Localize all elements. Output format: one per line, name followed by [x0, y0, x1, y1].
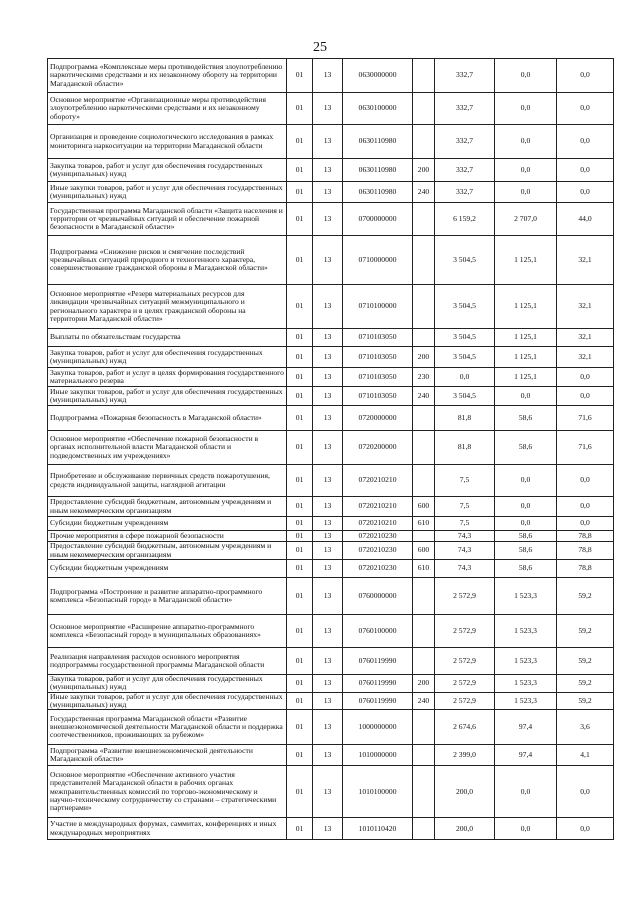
- cell-fact: 0,0: [495, 93, 557, 125]
- cell-pr: 13: [313, 387, 343, 406]
- cell-vr: [413, 329, 435, 347]
- cell-vr: [413, 648, 435, 675]
- cell-vr: 610: [413, 517, 435, 531]
- table-row: [48, 560, 614, 578]
- cell-vr: [413, 531, 435, 542]
- cell-plan: 0,0: [435, 368, 495, 387]
- cell-fact: 1 125,1: [495, 368, 557, 387]
- cell-pr: 13: [313, 431, 343, 465]
- cell-plan: 3 504,5: [435, 285, 495, 329]
- cell-pct: 0,0: [557, 497, 614, 517]
- cell-rz: 01: [287, 648, 313, 675]
- table-row: [48, 648, 614, 675]
- cell-fact: 97,4: [495, 745, 557, 766]
- cell-fact: 0,0: [495, 59, 557, 93]
- cell-rz: 01: [287, 578, 313, 615]
- cell-pct: 0,0: [557, 59, 614, 93]
- cell-pr: 13: [313, 745, 343, 766]
- cell-name: Закупка товаров, работ и услуг для обеспечения государственных (муниципальных) нужд: [48, 347, 287, 368]
- cell-csr: 0710100000: [343, 285, 413, 329]
- page-number: 25: [313, 40, 327, 55]
- cell-rz: 01: [287, 59, 313, 93]
- cell-pr: 13: [313, 368, 343, 387]
- table-row: [48, 745, 614, 766]
- table-row: [48, 59, 614, 93]
- cell-csr: 0720000000: [343, 406, 413, 431]
- table-row: [48, 692, 614, 710]
- cell-name: Подпрограмма «Снижение рисков и смягчение последствий чрезвычайных ситуаций природного и техногенного характера, совершенствование гражданской обороны в Магаданской области»: [48, 236, 287, 285]
- cell-csr: 0630110980: [343, 159, 413, 182]
- cell-pct: 78,8: [557, 560, 614, 578]
- cell-pct: 0,0: [557, 93, 614, 125]
- cell-rz: 01: [287, 387, 313, 406]
- cell-csr: 0720210230: [343, 560, 413, 578]
- cell-pr: 13: [313, 406, 343, 431]
- cell-fact: 1 523,3: [495, 675, 557, 693]
- cell-pr: 13: [313, 285, 343, 329]
- cell-fact: 97,4: [495, 710, 557, 745]
- cell-vr: 240: [413, 387, 435, 406]
- cell-plan: 332,7: [435, 59, 495, 93]
- cell-fact: 58,6: [495, 431, 557, 465]
- cell-plan: 7,5: [435, 497, 495, 517]
- cell-name: Закупка товаров, работ и услуг для обеспечения государственных (муниципальных) нужд: [48, 159, 287, 182]
- cell-plan: 2 572,9: [435, 675, 495, 693]
- cell-rz: 01: [287, 347, 313, 368]
- cell-pct: 0,0: [557, 387, 614, 406]
- cell-fact: 58,6: [495, 531, 557, 542]
- cell-csr: 0720200000: [343, 431, 413, 465]
- cell-pct: 78,8: [557, 542, 614, 560]
- cell-plan: 332,7: [435, 182, 495, 203]
- cell-name: Подпрограмма «Пожарная безопасность в Магаданской области»: [48, 406, 287, 431]
- cell-rz: 01: [287, 542, 313, 560]
- cell-rz: 01: [287, 675, 313, 693]
- cell-rz: 01: [287, 517, 313, 531]
- cell-csr: 0760119990: [343, 648, 413, 675]
- cell-csr: 0710103050: [343, 368, 413, 387]
- cell-rz: 01: [287, 236, 313, 285]
- cell-plan: 74,3: [435, 531, 495, 542]
- cell-fact: 58,6: [495, 406, 557, 431]
- table-row: [48, 431, 614, 465]
- cell-pr: 13: [313, 531, 343, 542]
- cell-vr: 200: [413, 347, 435, 368]
- cell-plan: 3 504,5: [435, 236, 495, 285]
- table-row: [48, 497, 614, 517]
- cell-pct: 0,0: [557, 818, 614, 840]
- cell-rz: 01: [287, 531, 313, 542]
- cell-vr: [413, 465, 435, 497]
- cell-pct: 0,0: [557, 159, 614, 182]
- cell-csr: 0710103050: [343, 347, 413, 368]
- cell-plan: 74,3: [435, 542, 495, 560]
- cell-csr: 0760100000: [343, 615, 413, 648]
- cell-plan: 3 504,5: [435, 387, 495, 406]
- cell-rz: 01: [287, 615, 313, 648]
- cell-name: Основное мероприятие «Расширение аппаратно-программного комплекса «Безопасный город» в муниципальных образованиях»: [48, 615, 287, 648]
- cell-name: Организация и проведение социологического исследования в рамках мониторинга наркоситуации на территории Магаданской области: [48, 125, 287, 159]
- cell-fact: 1 125,1: [495, 285, 557, 329]
- cell-vr: 600: [413, 497, 435, 517]
- cell-pct: 44,0: [557, 203, 614, 236]
- cell-fact: 1 125,1: [495, 347, 557, 368]
- cell-plan: 7,5: [435, 465, 495, 497]
- cell-fact: 58,6: [495, 560, 557, 578]
- cell-pct: 32,1: [557, 236, 614, 285]
- cell-name: Закупка товаров, работ и услуг в целях формирования государственного материального резерва: [48, 368, 287, 387]
- cell-name: Выплаты по обязательствам государства: [48, 329, 287, 347]
- cell-fact: 0,0: [495, 497, 557, 517]
- cell-fact: 0,0: [495, 766, 557, 818]
- cell-fact: 0,0: [495, 818, 557, 840]
- cell-name: Иные закупки товаров, работ и услуг для обеспечения государственных (муниципальных) нужд: [48, 692, 287, 710]
- cell-plan: 200,0: [435, 766, 495, 818]
- table-row: [48, 517, 614, 531]
- cell-vr: [413, 615, 435, 648]
- cell-pct: 71,6: [557, 431, 614, 465]
- cell-rz: 01: [287, 465, 313, 497]
- cell-pr: 13: [313, 578, 343, 615]
- cell-pct: 71,6: [557, 406, 614, 431]
- cell-name: Предоставление субсидий бюджетным, автономным учреждениям и иным некоммерческим организациям: [48, 497, 287, 517]
- cell-name: Реализация направления расходов основного мероприятия подпрограммы государственной программы Магаданской области: [48, 648, 287, 675]
- cell-pr: 13: [313, 818, 343, 840]
- cell-name: Субсидии бюджетным учреждениям: [48, 560, 287, 578]
- cell-plan: 2 572,9: [435, 578, 495, 615]
- cell-plan: 6 159,2: [435, 203, 495, 236]
- cell-rz: 01: [287, 560, 313, 578]
- cell-csr: 0720210210: [343, 497, 413, 517]
- cell-vr: [413, 710, 435, 745]
- table-row: [48, 125, 614, 159]
- cell-csr: 0720210210: [343, 465, 413, 497]
- cell-csr: 0720210230: [343, 542, 413, 560]
- cell-pr: 13: [313, 125, 343, 159]
- cell-plan: 200,0: [435, 818, 495, 840]
- cell-pct: 32,1: [557, 347, 614, 368]
- cell-plan: 81,8: [435, 406, 495, 431]
- cell-name: Приобретение и обслуживание первичных средств пожаротушения, средств индивидуальной защиты, наглядной агитации: [48, 465, 287, 497]
- cell-fact: 0,0: [495, 465, 557, 497]
- cell-pr: 13: [313, 159, 343, 182]
- table-row: [48, 406, 614, 431]
- cell-rz: 01: [287, 203, 313, 236]
- table-row: [48, 347, 614, 368]
- cell-csr: 0710103050: [343, 387, 413, 406]
- cell-rz: 01: [287, 818, 313, 840]
- cell-name: Подпрограмма «Построение и развитие аппаратно-программного комплекса «Безопасный город» в Магаданской области»: [48, 578, 287, 615]
- cell-name: Участие в международных форумах, саммитах, конференциях и иных международных мероприятиях: [48, 818, 287, 840]
- cell-rz: 01: [287, 159, 313, 182]
- cell-rz: 01: [287, 285, 313, 329]
- cell-csr: 0630000000: [343, 59, 413, 93]
- cell-csr: 0760000000: [343, 578, 413, 615]
- cell-vr: [413, 203, 435, 236]
- cell-fact: 0,0: [495, 159, 557, 182]
- cell-pct: 4,1: [557, 745, 614, 766]
- cell-vr: [413, 406, 435, 431]
- cell-plan: 2 572,9: [435, 615, 495, 648]
- cell-pr: 13: [313, 542, 343, 560]
- cell-name: Предоставление субсидий бюджетным, автономным учреждениям и иным некоммерческим организациям: [48, 542, 287, 560]
- table-row: [48, 285, 614, 329]
- table-row: [48, 531, 614, 542]
- cell-pr: 13: [313, 692, 343, 710]
- cell-name: Основное мероприятие «Резерв материальных ресурсов для ликвидации чрезвычайных ситуаций межмуниципального и регионального характера и в целях гражданской обороны на территории Магаданской области»: [48, 285, 287, 329]
- cell-pct: 59,2: [557, 692, 614, 710]
- cell-pr: 13: [313, 182, 343, 203]
- cell-csr: 0720210210: [343, 517, 413, 531]
- cell-pr: 13: [313, 465, 343, 497]
- cell-plan: 2 674,6: [435, 710, 495, 745]
- cell-pr: 13: [313, 329, 343, 347]
- cell-name: Субсидии бюджетным учреждениям: [48, 517, 287, 531]
- cell-fact: 2 707,0: [495, 203, 557, 236]
- cell-pr: 13: [313, 497, 343, 517]
- cell-vr: 240: [413, 692, 435, 710]
- cell-pct: 3,6: [557, 710, 614, 745]
- cell-fact: 0,0: [495, 182, 557, 203]
- cell-csr: 0760119990: [343, 692, 413, 710]
- cell-vr: 200: [413, 675, 435, 693]
- cell-pr: 13: [313, 347, 343, 368]
- cell-csr: 0760119990: [343, 675, 413, 693]
- cell-pct: 0,0: [557, 517, 614, 531]
- cell-vr: [413, 818, 435, 840]
- cell-pr: 13: [313, 648, 343, 675]
- cell-fact: 1 523,3: [495, 692, 557, 710]
- table-row: [48, 93, 614, 125]
- cell-pr: 13: [313, 615, 343, 648]
- table-row: [48, 766, 614, 818]
- budget-table: [47, 58, 614, 840]
- table-row: [48, 203, 614, 236]
- cell-vr: [413, 578, 435, 615]
- cell-pr: 13: [313, 560, 343, 578]
- cell-name: Иные закупки товаров, работ и услуг для обеспечения государственных (муниципальных) нужд: [48, 182, 287, 203]
- cell-rz: 01: [287, 368, 313, 387]
- cell-plan: 2 399,0: [435, 745, 495, 766]
- cell-vr: [413, 93, 435, 125]
- cell-csr: 0630100000: [343, 93, 413, 125]
- cell-fact: 1 523,3: [495, 578, 557, 615]
- cell-plan: 2 572,9: [435, 692, 495, 710]
- cell-pr: 13: [313, 59, 343, 93]
- table-row: [48, 182, 614, 203]
- cell-rz: 01: [287, 93, 313, 125]
- cell-fact: 0,0: [495, 387, 557, 406]
- cell-vr: 610: [413, 560, 435, 578]
- cell-pct: 0,0: [557, 182, 614, 203]
- cell-rz: 01: [287, 329, 313, 347]
- cell-pr: 13: [313, 675, 343, 693]
- cell-pct: 59,2: [557, 675, 614, 693]
- cell-pr: 13: [313, 93, 343, 125]
- cell-pr: 13: [313, 203, 343, 236]
- cell-pct: 0,0: [557, 368, 614, 387]
- cell-csr: 1010110420: [343, 818, 413, 840]
- cell-pr: 13: [313, 517, 343, 531]
- cell-csr: 0700000000: [343, 203, 413, 236]
- cell-pct: 59,2: [557, 648, 614, 675]
- cell-vr: 240: [413, 182, 435, 203]
- cell-rz: 01: [287, 692, 313, 710]
- cell-vr: [413, 125, 435, 159]
- cell-csr: 1010100000: [343, 766, 413, 818]
- cell-name: Иные закупки товаров, работ и услуг для обеспечения государственных (муниципальных) нужд: [48, 387, 287, 406]
- cell-vr: [413, 59, 435, 93]
- cell-rz: 01: [287, 745, 313, 766]
- cell-name: Подпрограмма «Комплексные меры противодействия злоупотреблению наркотическими средствами и их незаконному обороту на территории Магаданской области»: [48, 59, 287, 93]
- cell-name: Основное мероприятие «Организационные меры противодействия злоупотреблению наркотическими средствами и их незаконному обороту»: [48, 93, 287, 125]
- cell-fact: 0,0: [495, 125, 557, 159]
- cell-pct: 0,0: [557, 766, 614, 818]
- cell-pct: 59,2: [557, 578, 614, 615]
- cell-pct: 0,0: [557, 465, 614, 497]
- cell-pct: 0,0: [557, 125, 614, 159]
- table-row: [48, 710, 614, 745]
- table-row: [48, 578, 614, 615]
- cell-fact: 58,6: [495, 542, 557, 560]
- cell-csr: 1010000000: [343, 745, 413, 766]
- cell-plan: 332,7: [435, 125, 495, 159]
- cell-vr: [413, 431, 435, 465]
- cell-name: Прочие мероприятия в сфере пожарной безопасности: [48, 531, 287, 542]
- cell-vr: 600: [413, 542, 435, 560]
- cell-rz: 01: [287, 497, 313, 517]
- cell-rz: 01: [287, 431, 313, 465]
- cell-pct: 32,1: [557, 285, 614, 329]
- cell-vr: [413, 236, 435, 285]
- table-row: [48, 387, 614, 406]
- cell-name: Основное мероприятие «Обеспечение активного участия представителей Магаданской области в рабочих органах межправительственных комиссий по торгово-экономическому и научно-техническому сотрудничеству со странами – стратегическими партнерами»: [48, 766, 287, 818]
- cell-csr: 0710103050: [343, 329, 413, 347]
- cell-vr: [413, 285, 435, 329]
- cell-plan: 74,3: [435, 560, 495, 578]
- cell-pr: 13: [313, 236, 343, 285]
- cell-plan: 332,7: [435, 159, 495, 182]
- table-row: [48, 329, 614, 347]
- cell-plan: 3 504,5: [435, 347, 495, 368]
- table-row: [48, 818, 614, 840]
- cell-name: Подпрограмма «Развитие внешнеэкономической деятельности Магаданской области»: [48, 745, 287, 766]
- cell-fact: 1 523,3: [495, 615, 557, 648]
- cell-csr: 0630110980: [343, 125, 413, 159]
- cell-name: Государственная программа Магаданской области «Развитие внешнеэкономической деятельности Магаданской области и поддержка соотечественников, проживающих за рубежом»: [48, 710, 287, 745]
- table-row: [48, 368, 614, 387]
- cell-name: Государственная программа Магаданской области «Защита населения и территории от чрезвычайных ситуаций и обеспечение пожарной безопасности в Магаданской области»: [48, 203, 287, 236]
- cell-rz: 01: [287, 710, 313, 745]
- table-row: [48, 615, 614, 648]
- cell-vr: [413, 745, 435, 766]
- cell-fact: 1 125,1: [495, 329, 557, 347]
- cell-name: Закупка товаров, работ и услуг для обеспечения государственных (муниципальных) нужд: [48, 675, 287, 693]
- cell-csr: 1000000000: [343, 710, 413, 745]
- cell-vr: 230: [413, 368, 435, 387]
- cell-csr: 0630110980: [343, 182, 413, 203]
- cell-pct: 32,1: [557, 329, 614, 347]
- cell-pct: 59,2: [557, 615, 614, 648]
- cell-csr: 0720210230: [343, 531, 413, 542]
- cell-csr: 0710000000: [343, 236, 413, 285]
- table-row: [48, 236, 614, 285]
- table-row: [48, 465, 614, 497]
- cell-fact: 0,0: [495, 517, 557, 531]
- cell-fact: 1 125,1: [495, 236, 557, 285]
- cell-pr: 13: [313, 766, 343, 818]
- cell-fact: 1 523,3: [495, 648, 557, 675]
- cell-rz: 01: [287, 125, 313, 159]
- cell-plan: 81,8: [435, 431, 495, 465]
- cell-pct: 78,8: [557, 531, 614, 542]
- table-row: [48, 542, 614, 560]
- table-row: [48, 159, 614, 182]
- cell-rz: 01: [287, 406, 313, 431]
- cell-plan: 332,7: [435, 93, 495, 125]
- table-row: [48, 675, 614, 693]
- cell-rz: 01: [287, 766, 313, 818]
- cell-name: Основное мероприятие «Обеспечение пожарной безопасности в органах исполнительной власти Магаданской области и подведомственных им учреждениях»: [48, 431, 287, 465]
- cell-plan: 3 504,5: [435, 329, 495, 347]
- cell-vr: [413, 766, 435, 818]
- cell-rz: 01: [287, 182, 313, 203]
- cell-vr: 200: [413, 159, 435, 182]
- cell-plan: 2 572,9: [435, 648, 495, 675]
- cell-plan: 7,5: [435, 517, 495, 531]
- cell-pr: 13: [313, 710, 343, 745]
